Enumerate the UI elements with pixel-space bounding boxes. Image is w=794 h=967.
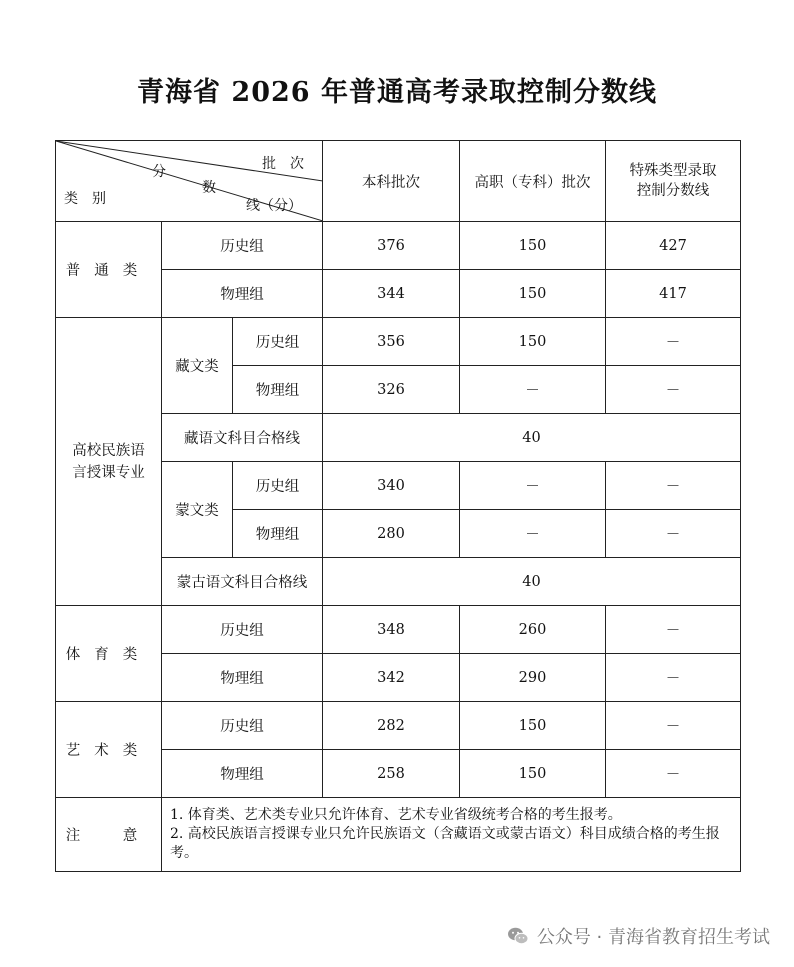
col-header-ts: 特殊类型录取控制分数线 [606,141,741,222]
bk-cell: 348 [323,606,460,654]
gz-cell: － [460,366,606,414]
ts-cell: － [606,366,741,414]
ts-cell: － [606,462,741,510]
ts-cell: － [606,606,741,654]
col-header-gz: 高职（专科）批次 [460,141,606,222]
meng-pass-line-label: 蒙古语文科目合格线 [162,558,323,606]
meng-pass-line-value: 40 [323,558,741,606]
subcategory-meng: 蒙文类 [162,462,233,558]
diag-batch-label: 批 次 [262,156,304,172]
group-cell: 物理组 [233,366,323,414]
category-tiyu: 体育类 [56,606,162,702]
group-cell: 历史组 [162,606,323,654]
table-row [56,606,741,654]
diag-score-label-1: 分 [152,164,166,180]
group-cell: 历史组 [162,702,323,750]
bk-cell: 344 [323,270,460,318]
group-cell: 历史组 [233,318,323,366]
gz-cell: 150 [460,318,606,366]
ts-cell: 427 [606,222,741,270]
bk-cell: 340 [323,462,460,510]
diagonal-header-cell [56,141,323,222]
notes-row [56,798,741,872]
gz-cell: 290 [460,654,606,702]
diag-score-label-3: 线（分） [246,198,302,214]
group-cell: 物理组 [162,654,323,702]
subcategory-zang: 藏文类 [162,318,233,414]
diag-score-label-2: 数 [202,180,216,196]
score-table [55,140,741,872]
table-header-row [56,141,741,222]
ts-cell: － [606,510,741,558]
ts-cell: 417 [606,270,741,318]
gz-cell: 150 [460,750,606,798]
bk-cell: 376 [323,222,460,270]
bk-cell: 356 [323,318,460,366]
page-title: 青海省 2026 年普通高考录取控制分数线 [137,77,657,108]
table-row [56,702,741,750]
gz-cell: 150 [460,222,606,270]
zang-pass-line-value: 40 [323,414,741,462]
ts-cell: － [606,750,741,798]
ts-cell: － [606,318,741,366]
gz-cell: 260 [460,606,606,654]
group-cell: 历史组 [162,222,323,270]
gz-cell: － [460,462,606,510]
group-cell: 物理组 [162,270,323,318]
note-2: 2. 高校民族语言授课专业只允许民族语文（含藏语文或蒙古语文）科目成绩合格的考生报考。 [170,826,720,861]
col-header-bk: 本科批次 [323,141,460,222]
zang-pass-line-label: 藏语文科目合格线 [162,414,323,462]
watermark [507,923,770,949]
notes-label: 注 意 [56,798,162,872]
group-cell: 历史组 [233,462,323,510]
wechat-icon [507,926,529,946]
watermark-text: 公众号 · 青海省教育招生考试 [536,927,770,948]
bk-cell: 258 [323,750,460,798]
table-row [56,318,741,366]
bk-cell: 280 [323,510,460,558]
category-minzu: 高校民族语言授课专业 [56,318,162,606]
table-row [56,222,741,270]
ts-cell: － [606,654,741,702]
bk-cell: 282 [323,702,460,750]
note-1: 1. 体育类、艺术类专业只允许体育、艺术专业省级统考合格的考生报考。 [170,807,622,823]
diag-category-label: 类 别 [64,191,106,207]
bk-cell: 342 [323,654,460,702]
group-cell: 物理组 [162,750,323,798]
ts-cell: － [606,702,741,750]
notes-content [162,798,741,872]
gz-cell: 150 [460,702,606,750]
category-putong: 普通类 [56,222,162,318]
bk-cell: 326 [323,366,460,414]
group-cell: 物理组 [233,510,323,558]
gz-cell: － [460,510,606,558]
gz-cell: 150 [460,270,606,318]
category-yishu: 艺术类 [56,702,162,798]
